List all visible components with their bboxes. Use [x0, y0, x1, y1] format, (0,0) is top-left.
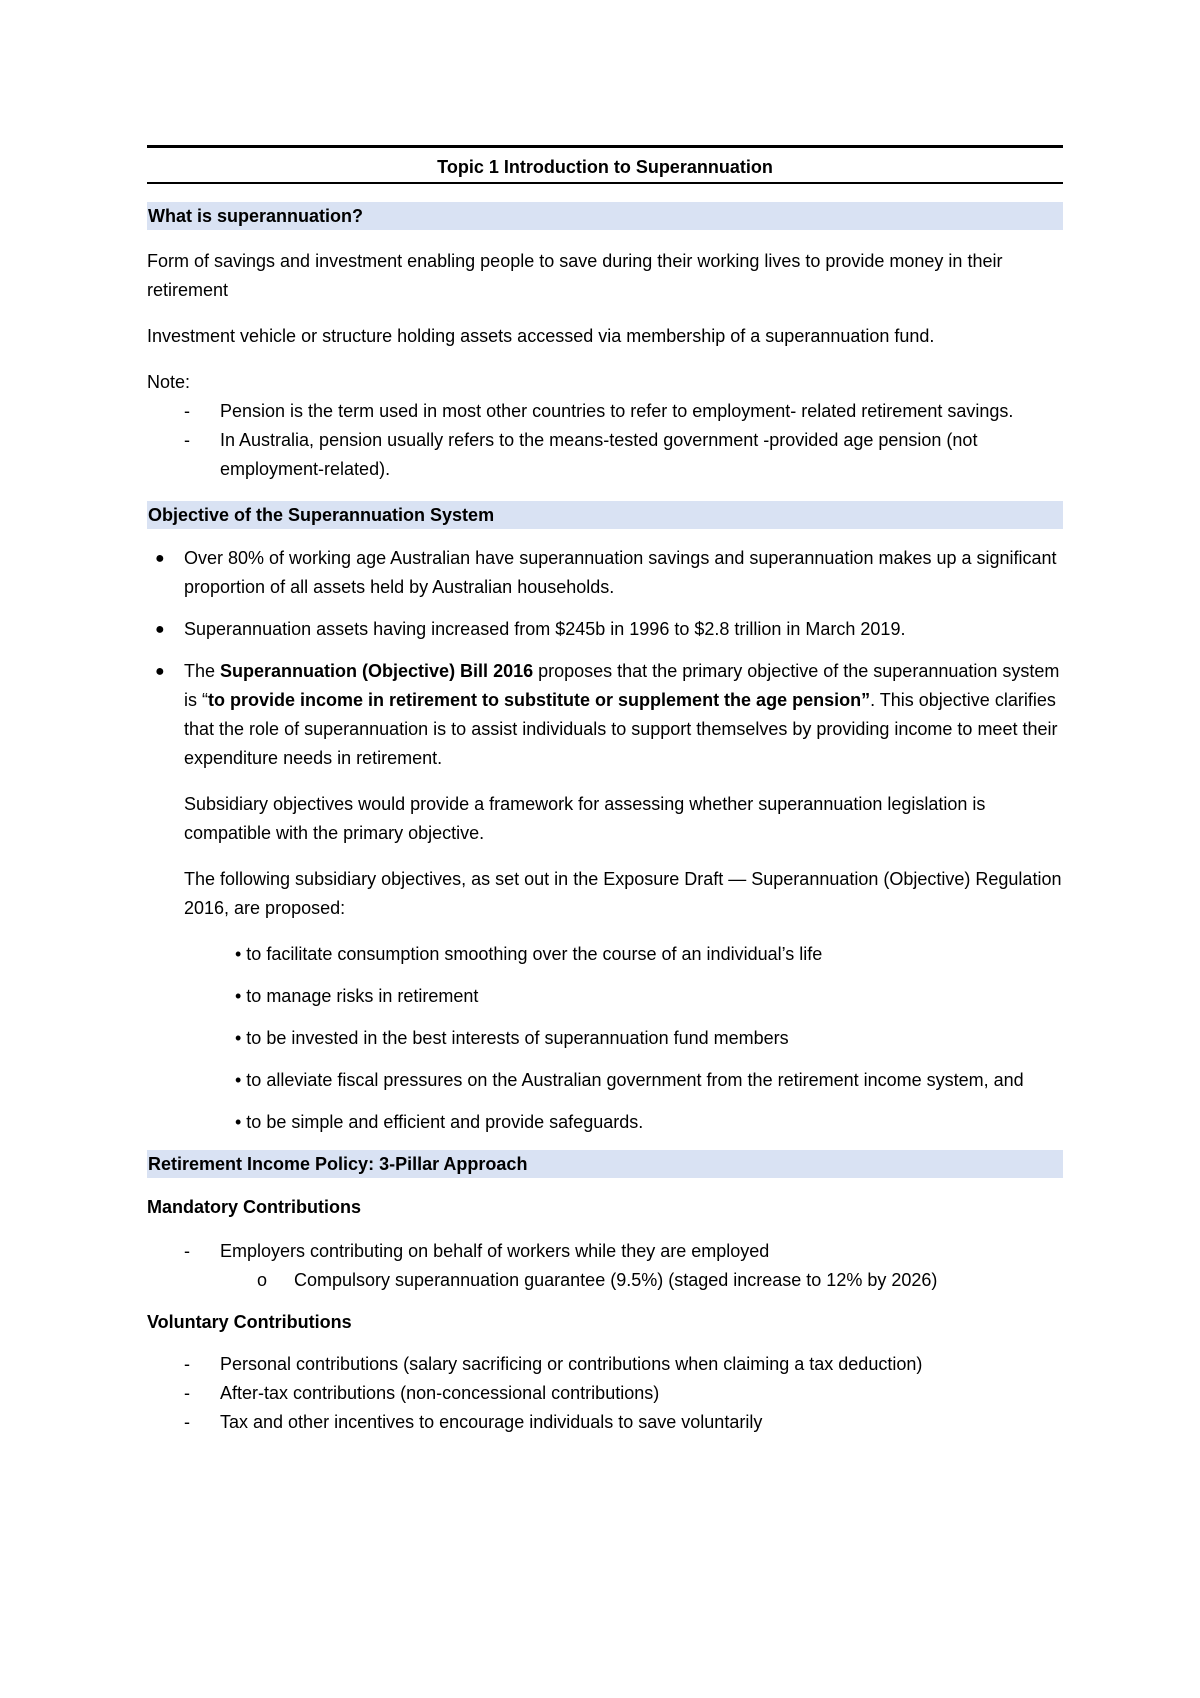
list-item: • to be simple and efficient and provide safeguards.: [235, 1112, 644, 1132]
list-item: • to manage risks in retirement: [235, 986, 479, 1006]
list-item: • to facilitate consumption smoothing over the course of an individual’s life: [235, 944, 823, 964]
list-item: o Compulsory superannuation guarantee (9.5%) (staged increase to 12% by 2026): [147, 1266, 1063, 1295]
list-item: - In Australia, pension usually refers to the means-tested government -provided age pension (not employment-related).: [147, 426, 1063, 484]
circle-marker: o: [257, 1270, 268, 1290]
list-item: - Pension is the term used in most other countries to refer to employment- related retirement savings.: [147, 397, 1063, 426]
note-label: Note:: [147, 372, 191, 392]
paragraph-form-of-savings: Form of savings and investment enabling people to save during their working lives to provide money in their retirement: [147, 251, 1003, 300]
list-item: • to alleviate fiscal pressures on the Australian government from the retirement income system, and: [235, 1070, 1024, 1090]
note-list: [147, 397, 1063, 484]
paragraph-subsidiary-objectives: Subsidiary objectives would provide a framework for assessing whether superannuation legislation is compatible with the primary objective.: [184, 794, 986, 843]
list-item: • to be invested in the best interests of superannuation fund members: [235, 1028, 789, 1048]
list-item: - Personal contributions (salary sacrificing or contributions when claiming a tax deduction): [147, 1350, 1063, 1379]
dash-marker: -: [184, 1383, 190, 1403]
dash-marker: -: [184, 401, 190, 421]
list-item: - Employers contributing on behalf of workers while they are employed: [147, 1237, 1063, 1266]
subheading-mandatory-contributions: Mandatory Contributions: [147, 1197, 361, 1217]
dash-marker: -: [184, 430, 190, 450]
subsidiary-objective-list: [147, 940, 1063, 1137]
mandatory-list: [147, 1237, 1063, 1295]
list-item: - Tax and other incentives to encourage individuals to save voluntarily: [147, 1408, 1063, 1437]
voluntary-list: [147, 1350, 1063, 1437]
page-title: Topic 1 Introduction to Superannuation: [147, 145, 1063, 184]
paragraph-investment-vehicle: Investment vehicle or structure holding assets accessed via membership of a superannuation fund.: [147, 326, 935, 346]
subheading-voluntary-contributions: Voluntary Contributions: [147, 1312, 352, 1332]
document-page: [147, 145, 1063, 1437]
bullet-marker: ●: [155, 663, 165, 680]
dash-marker: -: [184, 1241, 190, 1261]
dash-marker: -: [184, 1354, 190, 1374]
bullet-marker: ●: [155, 550, 165, 567]
section-heading-retirement-income-policy: Retirement Income Policy: 3-Pillar Approach: [147, 1150, 1063, 1178]
section-heading-what-is-superannuation: What is superannuation?: [147, 202, 1063, 230]
list-item: ● Superannuation assets having increased from $245b in 1996 to $2.8 trillion in March 2019.: [147, 615, 1063, 644]
list-item: ● The Superannuation (Objective) Bill 2016 proposes that the primary objective of the superannuation system is “to provide income in retirement to substitute or supplement the age pension”. This objective clarifies that the role of superannuation is to assist individuals to support themselves by providing income to meet their expenditure needs in retirement.: [147, 657, 1063, 773]
objective-bullet-list: [147, 544, 1063, 773]
bullet-marker: ●: [155, 621, 165, 638]
section-heading-objective: Objective of the Superannuation System: [147, 501, 1063, 529]
dash-marker: -: [184, 1412, 190, 1432]
list-item: ● Over 80% of working age Australian have superannuation savings and superannuation makes up a significant proportion of all assets held by Australian households.: [147, 544, 1063, 602]
list-item: - After-tax contributions (non-concessional contributions): [147, 1379, 1063, 1408]
paragraph-following-objectives: The following subsidiary objectives, as set out in the Exposure Draft — Superannuation (Objective) Regulation 2016, are proposed:: [184, 869, 1062, 918]
